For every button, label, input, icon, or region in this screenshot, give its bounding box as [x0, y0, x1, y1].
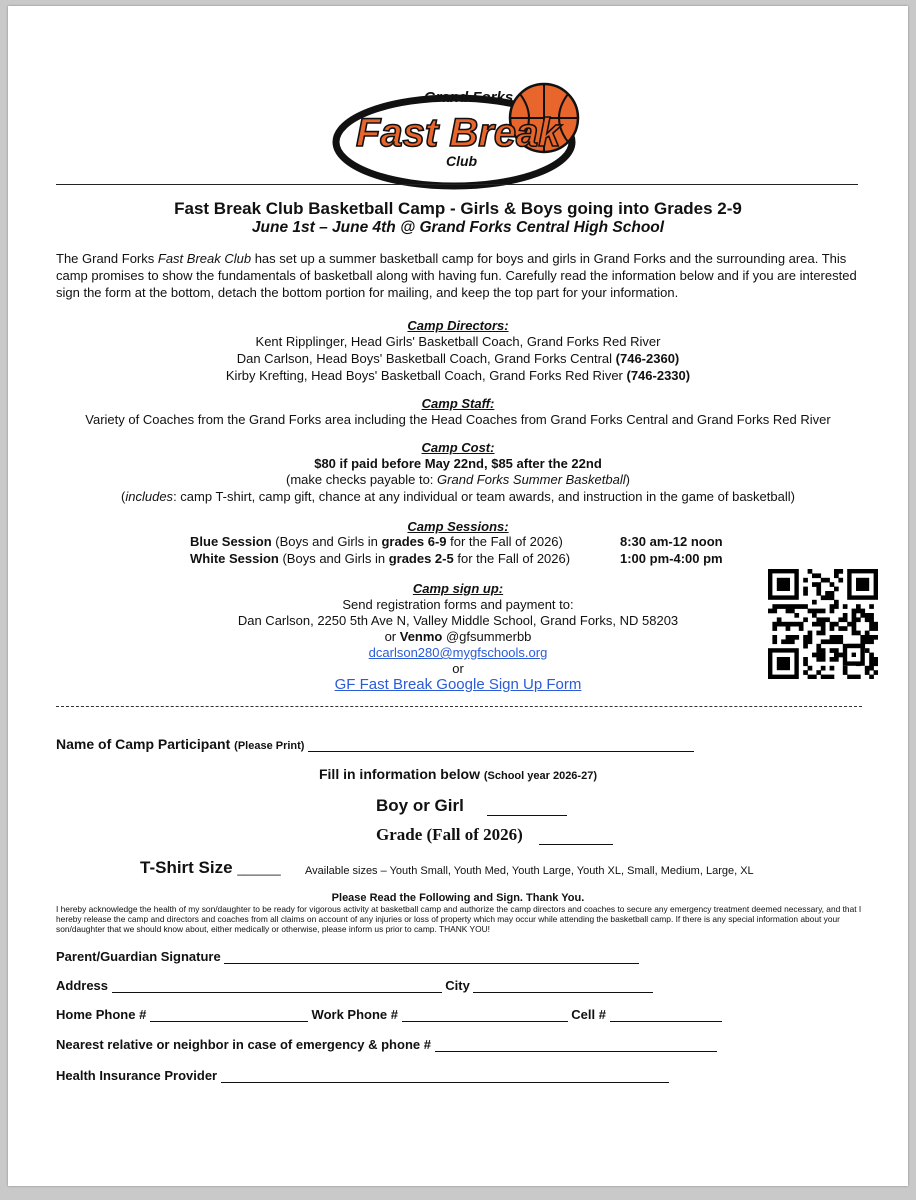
director-phone: (746-2330)	[626, 368, 691, 383]
page-title: Fast Break Club Basketball Camp - Girls & Boys going into Grades 2-9	[174, 199, 742, 218]
venmo-label: Venmo	[399, 629, 443, 644]
venmo-pre: or	[384, 629, 400, 644]
director-line	[8, 368, 908, 383]
city-field[interactable]	[473, 980, 653, 993]
cost-includes	[8, 489, 908, 504]
tshirt-label: T-Shirt Size	[140, 858, 233, 877]
intro-paragraph	[56, 250, 862, 301]
address-row	[56, 978, 653, 993]
sessions-heading: Camp Sessions:	[407, 519, 509, 534]
session-desc: for the Fall of 2026)	[453, 551, 571, 566]
fill-info-row	[8, 766, 908, 782]
signup-heading: Camp sign up:	[412, 581, 504, 596]
home-phone-field[interactable]	[150, 1009, 308, 1022]
signup-address: Dan Carlson, 2250 5th Ave N, Valley Middle School, Grand Forks, ND 58203	[237, 613, 679, 628]
signup-or: or	[452, 661, 464, 676]
session-desc: (Boys and Girls in	[271, 534, 382, 549]
insurance-field[interactable]	[221, 1070, 669, 1083]
session-time-white: 1:00 pm-4:00 pm	[620, 551, 723, 566]
tshirt-sizes: Available sizes – Youth Small, Youth Med, Youth Large, Youth XL, Small, Medium, Large, XL	[305, 865, 754, 877]
address-field[interactable]	[112, 980, 442, 993]
emergency-row	[56, 1037, 717, 1052]
google-form-link[interactable]: GF Fast Break Google Sign Up Form	[334, 676, 582, 693]
read-sign-heading: Please Read the Following and Sign. Thank You.	[331, 892, 585, 904]
work-phone-label: Work Phone #	[311, 1007, 398, 1022]
insurance-row	[56, 1068, 669, 1083]
fill-info-label: Fill in information below	[318, 766, 480, 782]
staff-text: Variety of Coaches from the Grand Forks area including the Head Coaches from Grand Forks Central and Grand Forks Red River	[85, 412, 831, 427]
checks-pre: (make checks payable to:	[286, 472, 438, 487]
tshirt-row	[140, 858, 281, 878]
cost-checks	[8, 472, 908, 487]
session-time-blue: 8:30 am-12 noon	[620, 534, 723, 549]
qr-code-graphic	[768, 569, 878, 679]
directors-heading: Camp Directors:	[407, 318, 509, 333]
intro-post: has set up a summer basketball camp for boys and girls in Grand Forks and the surrounding area. This camp promises to show the fundamentals of basketball along with having fun. Carefully read the information below and if you are interested sign the form at the bottom, detach the bottom portion for mailing, and keep the top part for your information.	[56, 251, 857, 300]
grade-field[interactable]	[539, 832, 613, 845]
director-name: Kirby Krefting, Head Boys' Basketball Coach, Grand Forks Red River	[225, 368, 627, 383]
session-grades: grades 2-5	[388, 551, 454, 566]
cell-field[interactable]	[610, 1009, 722, 1022]
participant-name-label: Name of Camp Participant	[56, 736, 231, 752]
work-phone-field[interactable]	[402, 1009, 568, 1022]
boy-girl-field[interactable]	[487, 803, 567, 816]
logo-graphic	[326, 76, 596, 194]
registration-page	[8, 6, 908, 1186]
grade-label: Grade (Fall of 2026)	[376, 825, 523, 844]
email-link[interactable]: dcarlson280@mygfschools.org	[368, 645, 548, 660]
director-line	[8, 334, 908, 349]
session-row-white	[190, 551, 570, 566]
page-subtitle: June 1st – June 4th @ Grand Forks Central High School	[251, 219, 665, 236]
qr-code[interactable]	[768, 569, 878, 679]
session-desc: for the Fall of 2026)	[446, 534, 563, 549]
includes-post: : camp T-shirt, camp gift, chance at any individual or team awards, and instruction in the game of basketball)	[173, 489, 795, 504]
intro-club-name: Fast Break Club	[157, 251, 252, 266]
director-phone: (746-2360)	[615, 351, 680, 366]
session-desc: (Boys and Girls in	[278, 551, 389, 566]
insurance-label: Health Insurance Provider	[56, 1068, 218, 1083]
includes-pre: (	[121, 489, 126, 504]
parent-signature-row	[56, 949, 639, 964]
address-label: Address	[56, 978, 109, 993]
tear-off-line	[56, 706, 862, 707]
cell-label: Cell #	[571, 1007, 606, 1022]
fill-info-note: (School year 2026-27)	[483, 770, 597, 782]
cost-heading: Camp Cost:	[421, 440, 495, 455]
boy-girl-row	[376, 796, 567, 816]
emergency-field[interactable]	[435, 1039, 717, 1052]
parent-signature-label: Parent/Guardian Signature	[56, 949, 221, 964]
includes-word: includes	[125, 489, 174, 504]
fast-break-logo	[326, 76, 596, 194]
session-name: Blue Session	[190, 534, 272, 549]
participant-name-note: (Please Print)	[234, 740, 305, 752]
parent-signature-field[interactable]	[224, 951, 639, 964]
intro-pre: The Grand Forks	[56, 251, 158, 266]
phone-row	[56, 1007, 722, 1022]
session-grades: grades 6-9	[381, 534, 447, 549]
session-row-blue	[190, 534, 563, 549]
grade-row	[376, 825, 613, 845]
director-name: Dan Carlson, Head Boys' Basketball Coach, Grand Forks Central	[236, 351, 616, 366]
signup-line1: Send registration forms and payment to:	[342, 597, 574, 612]
staff-heading: Camp Staff:	[421, 396, 495, 411]
logo-main-text: Fast Break	[356, 111, 561, 155]
session-name: White Session	[190, 551, 279, 566]
director-line	[8, 351, 908, 366]
participant-name-row	[56, 736, 694, 752]
cost-price: $80 if paid before May 22nd, $85 after the 22nd	[314, 456, 602, 471]
home-phone-label: Home Phone #	[56, 1007, 147, 1022]
emergency-label: Nearest relative or neighbor in case of emergency & phone #	[56, 1037, 431, 1052]
logo-bottom-text: Club	[446, 153, 478, 169]
participant-name-field[interactable]	[308, 739, 694, 752]
checks-payee: Grand Forks Summer Basketball	[437, 472, 626, 487]
logo-top-text: Grand Forks	[424, 89, 514, 106]
director-name: Kent Ripplinger, Head Girls' Basketball Coach, Grand Forks Red River	[255, 334, 661, 349]
waiver-text: I hereby acknowledge the health of my son/daughter to be ready for vigorous activity at basketball camp and authorize the camp directors and coaches to secure any emergency treatment deemed necessary, and that I hereby release the camp and directors and coaches from all claims on account of any injuries or loss of property which may occur while attending the basketball camp. If there is any special information about your son/daughter that we should know about, either medically or otherwise, please inform us prior to camp. THANK YOU!	[56, 904, 862, 934]
tshirt-size-field[interactable]: ______	[237, 861, 281, 876]
checks-post: )	[625, 472, 630, 487]
header-divider	[56, 184, 858, 185]
boy-girl-label: Boy or Girl	[376, 796, 464, 815]
venmo-handle: @gfsummerbb	[442, 629, 532, 644]
city-label: City	[445, 978, 470, 993]
